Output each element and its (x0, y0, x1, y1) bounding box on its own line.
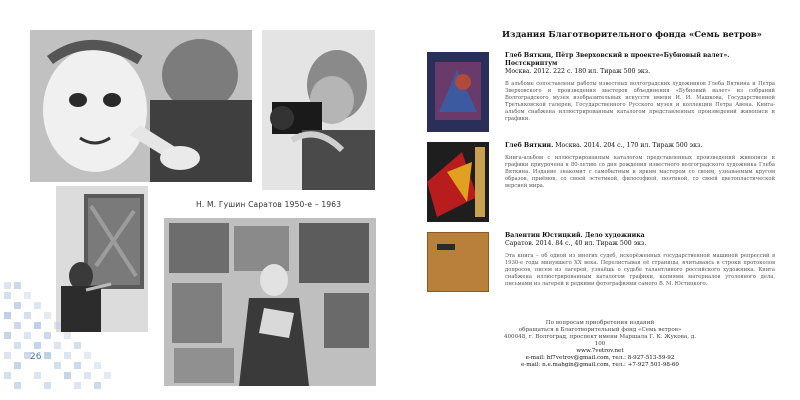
book-description: Книга-альбом с иллюстрированным каталогом представленных произведений живописи и графики приурочена к 80-летию со дня рождения известного волгоградского художника Глеба Вяткина. Издание знакомит с самобытным и ярким мастером со своим, узнаваемым кругом образов, приёмов, со своей эстетикой, философией, поэтикой, со своей цветопластической версией мира. (505, 155, 775, 189)
page-number: 26 (30, 352, 42, 362)
email-phone-2[interactable]: e-mail: n.e.mahgin@gmail.com, тел.: +7-927 501-98-60 (521, 362, 679, 368)
book-cover-2 (427, 142, 489, 222)
photo-restorer-closeup (30, 30, 252, 182)
photo-caption: Н. М. Гушин Саратов 1950-е – 1963 (196, 200, 342, 209)
book-meta: Саратов. 2014. 84 с., 40 ил. Тираж 500 экз. (505, 240, 647, 247)
contacts-line: обращаться в Благотворительный фонд «Семь ветров» (518, 327, 682, 333)
page-title: Издания Благотворительного фонда «Семь ветров» (502, 30, 762, 40)
email-phone-1[interactable]: e-mail: bf7vetrov@gmail.com, тел.: 8-927-513-59-92 (525, 355, 675, 361)
book-meta: Москва. 2012. 222 с. 180 ил. Тираж 500 экз. (505, 68, 651, 75)
book-cover-1 (427, 52, 489, 132)
book-entry-1 (505, 52, 775, 123)
book-meta-text: Москва. 2014. 204 с., 170 ил. Тираж 500 экз. (555, 142, 703, 149)
book-title: Глеб Вяткин, Пётр Зверховский в проекте«Бубновый валет». Постскриптум (505, 52, 730, 67)
contacts-line: По вопросам приобретения изданий (545, 320, 655, 326)
book-description: В альбоме сопоставлены работы известных волгоградских художников Глеба Вяткина и Петра Зверховского и произведения мастеров объединения «Бубновый валет» из собраний Волгоградского музея изобразительных искусств имени И. И. Машкова, Государственной Третьяковской галереи, Государственного Русского музея и коллекции Петра Авена. Книга-альбом снабжена иллюстрированным каталогом представленных произведений живописи и графики. (505, 81, 775, 122)
book-entry-2 (505, 142, 775, 190)
book-entry-3 (505, 232, 775, 288)
book-meta (505, 142, 775, 150)
photo-cameraman (262, 30, 375, 190)
photo-artist-in-studio (164, 218, 376, 386)
book-description: Эта книга – об одной из многих судеб, искорёженных государственной машиной репрессий в 1930-е годы минувшего XX века. Перелистывая её страницы, вчитываясь в строки протоколов допросов, писем из лагерей, узнаёшь о судьбе талантливого российского художника. Книга снабжена иллюстрированным каталогом графики, копиями материалов уголовного дела, письмами из лагерей и редкими фотографиями самого В. М. Юстицкого. (505, 253, 775, 287)
contacts-block (500, 320, 700, 369)
book-title: Валентин Юстицкий. Дело художника (505, 232, 645, 239)
decorative-squares (0, 278, 130, 400)
book-title: Глеб Вяткин. (505, 142, 554, 149)
book-cover-3 (427, 232, 489, 292)
address: 400048, г. Волгоград, проспект имени Маршала Г. К. Жукова, д. 100 (503, 334, 697, 347)
website-link[interactable]: www.7vetrov.net (576, 348, 624, 354)
